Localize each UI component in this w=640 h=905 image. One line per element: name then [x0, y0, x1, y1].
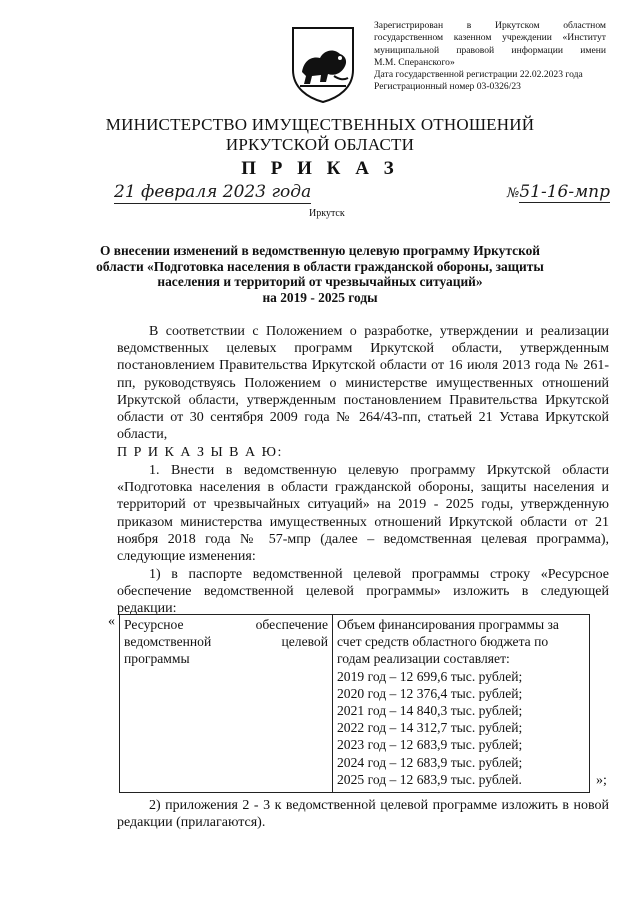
heading-line: населения и территорий от чрезвычайных ситуаций» [157, 274, 483, 290]
funding-year-line: 2022 год – 14 312,7 тыс. рублей; [337, 720, 523, 736]
number-prefix: № [507, 186, 520, 201]
document-type-title: П Р И К А З [241, 158, 399, 179]
label-line: ведомственной целевой [124, 634, 328, 650]
ministry-line-2: ИРКУТСКОЙ ОБЛАСТИ [225, 135, 415, 154]
order-number: 51-16-мпр [519, 182, 610, 202]
item-2-paragraph [117, 797, 609, 831]
label-line: программы [124, 651, 190, 667]
stamp-line: государственном казенном учреждении «Институт [374, 32, 606, 44]
heading-line: области «Подготовка населения в области гражданской обороны, защиты [96, 258, 544, 274]
label-line: Ресурсное обеспечение [124, 617, 328, 632]
funding-year-line: 2020 год – 12 376,4 тыс. рублей; [337, 685, 523, 701]
handwritten-date: 21 февраля 2023 года [114, 182, 312, 202]
preamble-paragraph [117, 323, 609, 443]
city-name: Иркутск [309, 208, 345, 219]
table-cell-label [120, 615, 333, 793]
closing-quote: »; [596, 773, 607, 788]
order-heading [90, 243, 550, 305]
ministry-line-1: МИНИСТЕРСТВО ИМУЩЕСТВЕННЫХ ОТНОШЕНИЙ [105, 115, 535, 134]
funding-intro-line: счет средств областного бюджета по [337, 634, 549, 650]
item-1-1-paragraph [117, 566, 609, 618]
funding-year-line: 2025 год – 12 683,9 тыс. рублей. [337, 771, 522, 787]
preamble-text: В соответствии с Положением о разработке, утверждении и реализации ведомственных целевых программ Иркутской области, утвержденным постановлением Правительства Иркутской области от 16 июля 2013 года № 261-пп, руководствуясь Положением о министерстве имущественных отношений Иркутской области, утвержденным постановлением Правительства Иркутской области от 30 сентября 2009 года № 264/43-пп, статьей 21 Устава Иркутской области, [117, 324, 609, 443]
handwritten-number [507, 182, 610, 202]
stamp-line: Зарегистрирован в Иркутском областном [374, 20, 606, 31]
funding-intro-line: Объем финансирования программы за [337, 617, 559, 632]
funding-year-line: 2024 год – 12 683,9 тыс. рублей; [337, 754, 523, 770]
funding-table [119, 614, 590, 793]
stamp-line: М.М. Сперанского» [374, 56, 455, 68]
item-1-paragraph [117, 462, 609, 565]
funding-year-line: 2023 год – 12 683,9 тыс. рублей; [337, 737, 523, 753]
stamp-line: Дата государственной регистрации 22.02.2023 года [374, 69, 583, 81]
opening-quote: « [108, 614, 115, 629]
ministry-name [60, 115, 580, 155]
table-row [120, 615, 590, 793]
prikazyvayu-label: П Р И К А З Ы В А Ю: [117, 445, 283, 460]
heading-line: О внесении изменений в ведомственную целевую программу Иркутской [99, 243, 541, 258]
stamp-line: муниципальной правовой информации имени [374, 44, 606, 56]
heading-line: на 2019 - 2025 годы [262, 289, 378, 305]
coat-of-arms-emblem [290, 22, 356, 104]
funding-year-line: 2019 год – 12 699,6 тыс. рублей; [337, 668, 523, 684]
item-1-text: 1. Внести в ведомственную целевую программу Иркутской области «Подготовка населения в области гражданской обороны, защиты населения и территорий от чрезвычайных ситуаций» на 2019 - 2025 годы, утвержденную приказом министерства имущественных отношений Иркутской области от 21 ноября 2018 года № 57-мпр (далее – ведомственная целевая программа), следующие изменения: [117, 463, 609, 565]
item-1-1-text: 1) в паспорте ведомственной целевой программы строку «Ресурсное обеспечение ведомственной целевой программы» изложить в следующей редакции: [117, 567, 609, 617]
registration-stamp [374, 20, 606, 94]
funding-intro-line: годам реализации составляет: [337, 651, 510, 667]
table-cell-funding [333, 615, 590, 793]
item-2-text: 2) приложения 2 - 3 к ведомственной целевой программе изложить в новой редакции (прилагаются). [117, 798, 609, 831]
stamp-line: Регистрационный номер 03-0326/23 [374, 81, 521, 93]
funding-year-line: 2021 год – 14 840,3 тыс. рублей; [337, 703, 523, 719]
